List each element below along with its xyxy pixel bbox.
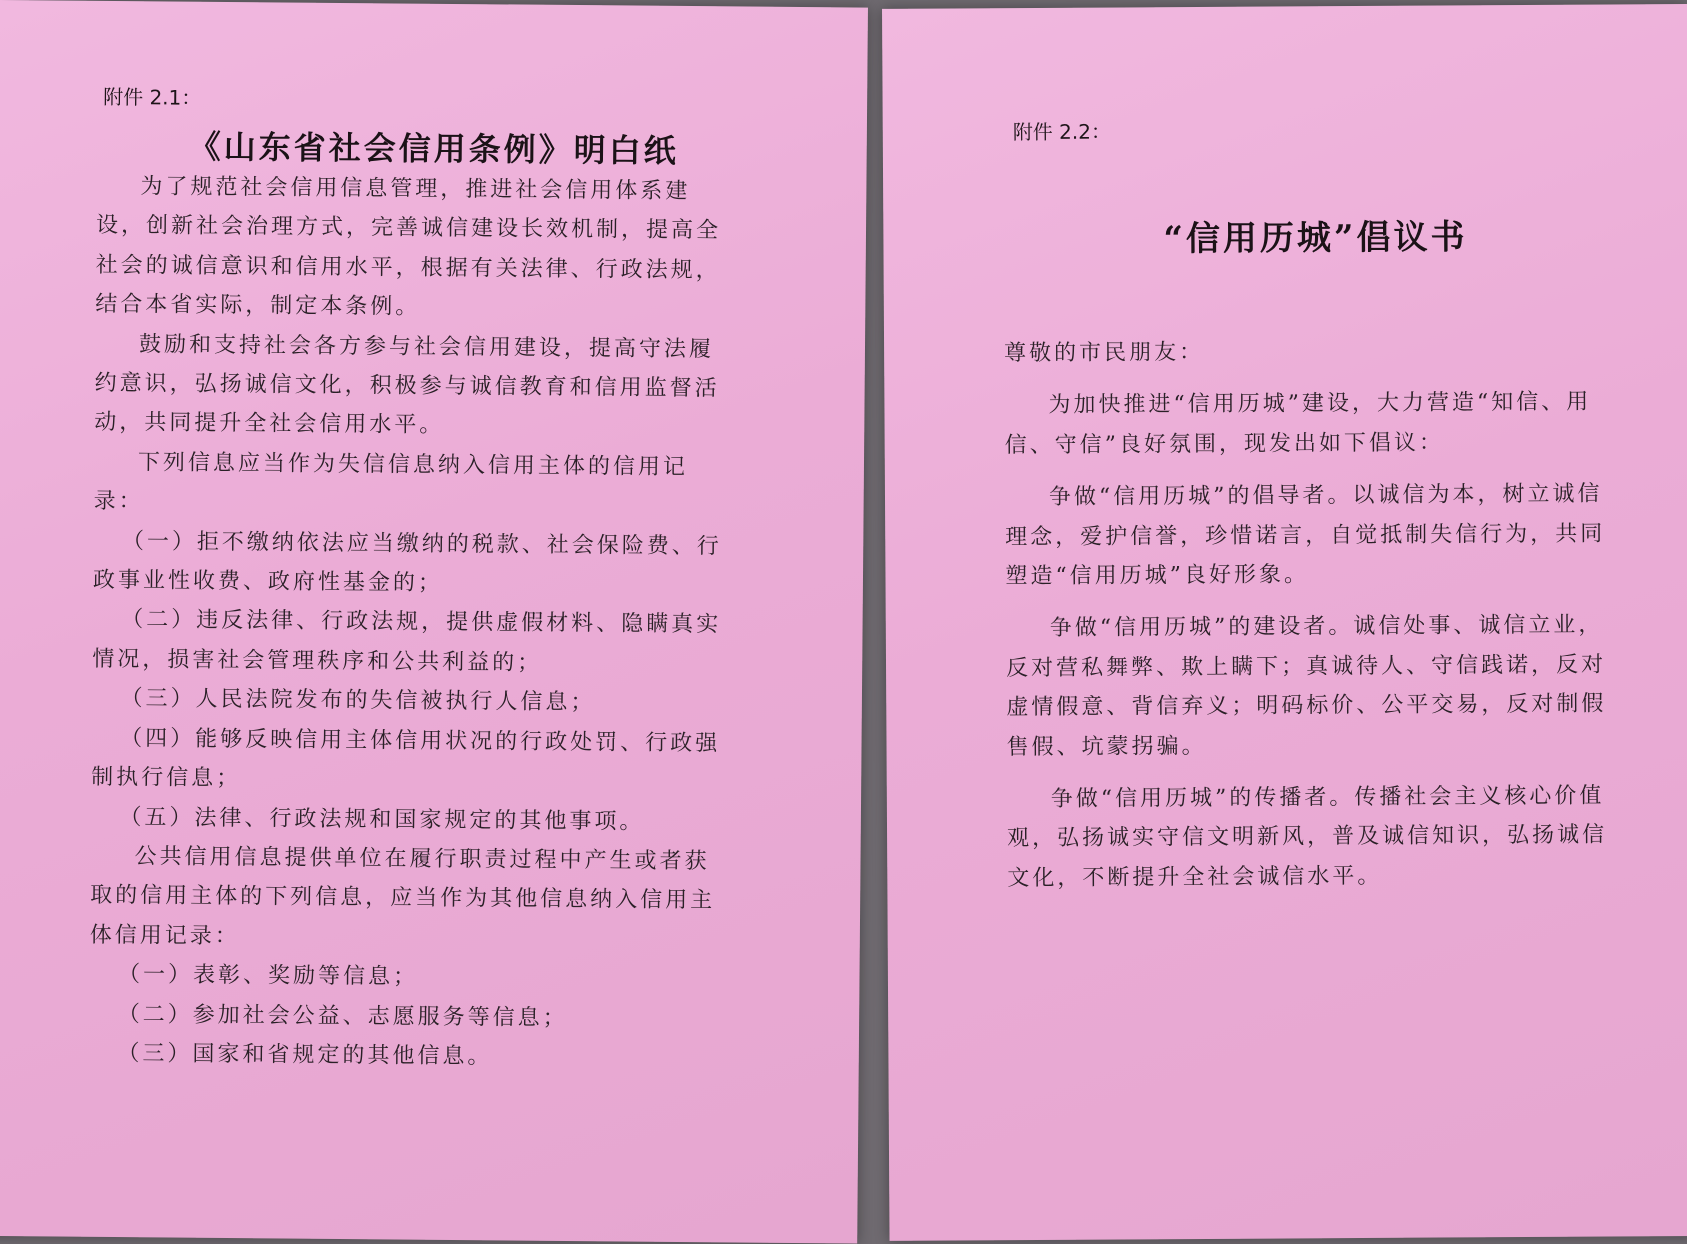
paragraph: 鼓励和支持社会各方参与社会信用建设，提高守法履约意识，弘扬诚信文化，积极参与诚信教育和信用监督活动，共同提升全社会信用水平。 bbox=[94, 331, 720, 439]
paragraph: 为加快推进“信用历城”建设，大力营造“知信、用信、守信”良好氛围，现发出如下倡议： bbox=[1004, 389, 1592, 458]
paragraph: 为了规范社会信用信息管理，推进社会信用体系建设，创新社会治理方式，完善诚信建设长效机制，提高全社会的诚信意识和信用水平，根据有关法律、行政法规，结合本省实际，制定本条例。 bbox=[95, 174, 722, 320]
paragraph: 下列信息应当作为失信信息纳入信用主体的信用记录： bbox=[93, 450, 689, 515]
regulation-title: 《山东省社会信用条例》明白纸 bbox=[188, 127, 679, 170]
list-item: （一）表彰、奖励等信息； bbox=[117, 962, 419, 990]
list-item: （一）拒不缴纳依法应当缴纳的税款、社会保险费、行政事业性收费、政府性基金的； bbox=[92, 528, 722, 596]
right-document-page bbox=[882, 4, 1687, 1241]
attachment-label-left: 附件 2.1： bbox=[103, 84, 202, 110]
proposal-body bbox=[1004, 331, 1608, 912]
paragraph: 争做“信用历城”的建设者。诚信处事、诚信立业，反对营私舞弊、欺上瞒下；真诚待人、守信践诺，反对虚情假意、背信弃义；明码标价、公平交易，反对制假售假、坑蒙拐骗。 bbox=[1005, 612, 1607, 760]
list-item: （三）人民法院发布的失信被执行人信息； bbox=[120, 686, 596, 716]
paragraph: 争做“信用历城”的传播者。传播社会主义核心价值观，弘扬诚实守信文明新风，普及诚信知识，弘扬诚信文化，不断提升全社会诚信水平。 bbox=[1007, 783, 1608, 892]
list-item: （三）国家和省规定的其他信息。 bbox=[117, 1041, 493, 1070]
paragraph: 争做“信用历城”的倡导者。以诚信为本，树立诚信理念，爱护信誉，珍惜诺言，自觉抵制失信行为，共同塑造“信用历城”良好形象。 bbox=[1005, 481, 1606, 590]
attachment-label-right: 附件 2.2： bbox=[1012, 119, 1112, 145]
list-item: （二）参加社会公益、志愿服务等信息； bbox=[117, 1001, 568, 1031]
paragraph: 公共信用信息提供单位在履行职责过程中产生或者获取的信用主体的下列信息，应当作为其他信息纳入信用主体信用记录： bbox=[89, 844, 716, 949]
regulation-body bbox=[89, 167, 737, 1079]
greeting: 尊敬的市民朋友： bbox=[1004, 339, 1205, 367]
list-item: （二）违反法律、行政法规，提供虚假材料、隐瞒真实情况，损害社会管理秩序和公共利益的； bbox=[92, 607, 722, 676]
list-item: （四）能够反映信用主体信用状况的行政处罚、行政强制执行信息； bbox=[91, 725, 721, 792]
list-item: （五）法律、行政法规和国家规定的其他事项。 bbox=[119, 804, 645, 835]
proposal-title: “信用历城”倡议书 bbox=[1163, 217, 1468, 260]
